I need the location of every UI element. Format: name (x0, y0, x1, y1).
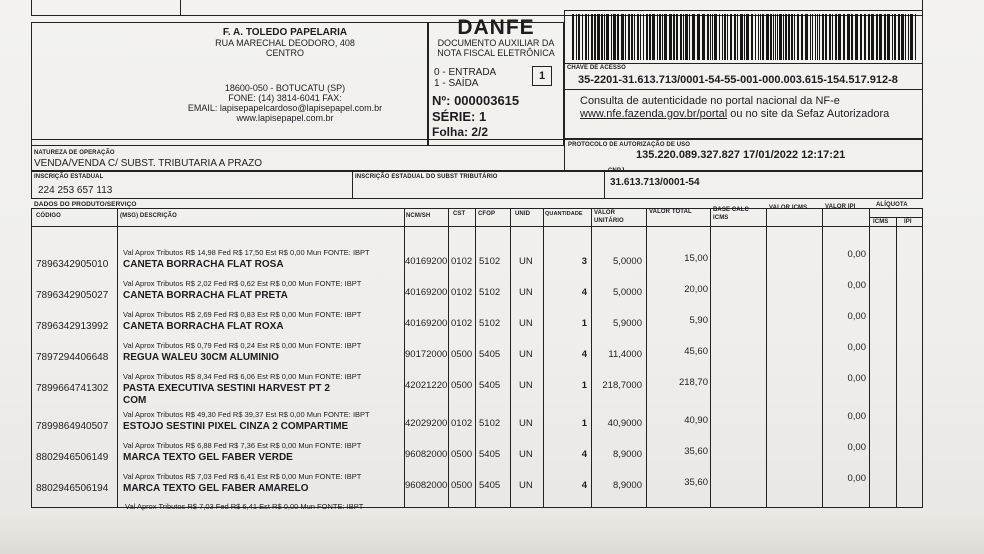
col-divider-ipi-value (822, 208, 823, 508)
danfe-subtitle-1: DOCUMENTO AUXILIAR DA (437, 38, 555, 48)
row-icms-value: 0,00 (847, 342, 866, 353)
barcode-bar (621, 14, 624, 60)
row-unit-value: 218,7000 (602, 380, 642, 391)
barcode-bar (730, 14, 732, 60)
barcode-bar (576, 14, 577, 60)
col-divider-icms-value (766, 208, 767, 508)
barcode-bar (649, 14, 651, 60)
emitter-street: RUA MARECHAL DEODORO, 408 (215, 38, 355, 48)
barcode-bar (832, 14, 833, 60)
barcode-bar (884, 14, 886, 60)
col-divider-rates (869, 208, 870, 508)
row-description: CANETA BORRACHA FLAT PRETA (123, 290, 288, 301)
row-unit: UN (519, 449, 533, 460)
col-divider-cfop (475, 208, 476, 508)
row-unit-value: 8,9000 (612, 449, 642, 460)
row-description: PASTA EXECUTIVA SESTINI HARVEST PT 2 (123, 383, 330, 394)
col-divider-desc (117, 208, 118, 508)
cnpj-label: CNPJ (608, 168, 625, 174)
header-rates: ALÍQUOTA (876, 202, 908, 208)
row-cfop: 5405 (479, 380, 501, 391)
row-icms-value: 0,00 (847, 442, 866, 453)
barcode-bar (915, 14, 916, 60)
row-description-cont: COM (123, 395, 147, 406)
barcode-bar (712, 14, 713, 60)
operation-protocol-divider (564, 139, 565, 171)
access-key: 35-2201-31.613.713/0001-54-55-001-000.003.615-154.517.912-8 (578, 74, 898, 86)
barcode-bar (829, 14, 831, 60)
page-bottom-edge (0, 520, 984, 554)
barcode-bar (572, 14, 574, 60)
barcode-bar (797, 14, 799, 60)
barcode-bar (582, 14, 583, 60)
row-total: 5,90 (689, 315, 708, 326)
barcode-bar (908, 14, 909, 60)
col-divider-qty (543, 208, 544, 508)
danfe-page: Folha: 2/2 (432, 125, 489, 139)
row-cst: 0500 (451, 380, 473, 391)
row-tax-note: Val Aprox Tributos R$ 2,02 Fed R$ 0,62 Est R$ 0,00 Mun FONTE: IBPT (123, 279, 362, 288)
danfe-number: Nº: 000003615 (432, 93, 520, 108)
barcode-bar (887, 14, 890, 60)
barcode-bar (898, 14, 900, 60)
barcode-bar (860, 14, 862, 60)
barcode-bar (702, 14, 705, 60)
barcode-bar (892, 14, 893, 60)
barcode-bar (727, 14, 728, 60)
row-description: MARCA TEXTO GEL FABER AMARELO (123, 483, 309, 494)
barcode-bar (762, 14, 764, 60)
barcode-bar (894, 14, 896, 60)
row-description: REGUA WALEU 30CM ALUMINIO (123, 352, 279, 363)
barcode-bar (657, 14, 658, 60)
barcode-bar (634, 14, 635, 60)
row-icms-value: 0,00 (847, 473, 866, 484)
row-cst: 0500 (451, 480, 473, 491)
protocol-value: 135.220.089.327.827 17/01/2022 12:17:21 (636, 149, 846, 161)
barcode-bar (791, 14, 793, 60)
barcode-bar (734, 14, 736, 60)
row-ncm: 40169200 (405, 256, 448, 267)
barcode-bar (744, 14, 745, 60)
barcode-bar (601, 14, 603, 60)
barcode-bar (876, 14, 878, 60)
row-code: 8802946506194 (36, 483, 109, 494)
header-total: VALOR TOTAL (649, 209, 692, 215)
barcode-bar (746, 14, 749, 60)
row-qty: 1 (581, 380, 587, 391)
row-cfop: 5405 (479, 480, 501, 491)
row-cst: 0500 (451, 349, 473, 360)
barcode-bar (617, 14, 619, 60)
row-unit-value: 8,9000 (612, 480, 642, 491)
barcode-bar (664, 14, 667, 60)
row-code: 8802946506149 (36, 452, 109, 463)
row-qty: 4 (581, 349, 587, 360)
row-qty: 1 (581, 318, 587, 329)
header-rate-icms: ICMS (873, 219, 889, 225)
row-unit: UN (519, 287, 533, 298)
danfe-series: SÉRIE: 1 (432, 109, 487, 124)
emitter-email: EMAIL: lapisepapelcardoso@lapisepapel.com.br (187, 103, 383, 113)
barcode-bar (606, 14, 609, 60)
access-divider-2 (564, 89, 923, 90)
barcode-bar (773, 14, 774, 60)
row-cst: 0102 (451, 418, 473, 429)
header-cfop: CFOP (478, 211, 496, 217)
row-tax-note: Val Aprox Tributos R$ 8,34 Fed R$ 6,06 Est R$ 0,00 Mun FONTE: IBPT (123, 372, 362, 381)
barcode-bar (815, 14, 816, 60)
row-unit-value: 5,9000 (612, 318, 642, 329)
barcode-graphic (572, 14, 916, 60)
barcode-bar (758, 14, 759, 60)
barcode-bar (905, 14, 906, 60)
row-unit: UN (519, 418, 533, 429)
row-ncm: 40169200 (405, 287, 448, 298)
row-ncm: 90172000 (405, 349, 448, 360)
row-tax-note: Val Aprox Tributos R$ 49,30 Fed R$ 39,37 Est R$ 0,00 Mun FONTE: IBPT (123, 410, 370, 419)
barcode-bar (766, 14, 769, 60)
barcode-bar (692, 14, 695, 60)
barcode-bar (835, 14, 837, 60)
barcode-bar (625, 14, 626, 60)
barcode-bar (825, 14, 827, 60)
barcode-bar (628, 14, 630, 60)
row-code: 7899864940507 (36, 421, 109, 432)
registration-divider-1 (352, 171, 353, 199)
barcode-bar (637, 14, 639, 60)
barcode-bar (719, 14, 720, 60)
barcode-bar (847, 14, 850, 60)
barcode-bar (646, 14, 648, 60)
barcode-bar (707, 14, 709, 60)
danfe-entry: 0 - ENTRADA (434, 67, 497, 78)
barcode-bar (817, 14, 818, 60)
row-tax-note: Val Aprox Tributos R$ 0,79 Fed R$ 0,24 Est R$ 0,00 Mun FONTE: IBPT (123, 341, 362, 350)
barcode-bar (597, 14, 600, 60)
header-rate-ipi: IPI (904, 219, 912, 225)
barcode-bar (640, 14, 641, 60)
row-unit: UN (519, 380, 533, 391)
barcode-bar (722, 14, 723, 60)
barcode-bar (594, 14, 596, 60)
ie-value: 224 253 657 113 (38, 185, 113, 196)
row-cfop: 5102 (479, 318, 501, 329)
row-cfop: 5102 (479, 256, 501, 267)
header-icms-base: BASE CALC ICMS (713, 207, 749, 221)
barcode-bar (683, 14, 684, 60)
row-qty: 4 (581, 287, 587, 298)
danfe-entry-exit (434, 67, 496, 89)
row-unit: UN (519, 480, 533, 491)
header-ncm: NCM/SH (406, 213, 431, 219)
barcode-bar (689, 14, 690, 60)
row-qty: 1 (581, 418, 587, 429)
row-qty: 4 (581, 480, 587, 491)
barcode-bar (805, 14, 808, 60)
row-description: ESTOJO SESTINI PIXEL CINZA 2 COMPARTIME (123, 421, 349, 432)
row-ncm: 96082000 (405, 449, 448, 460)
col-divider-unit (510, 208, 511, 508)
consult-text (580, 95, 889, 121)
header-qty: QUANTIDADE (545, 211, 583, 217)
cnpj-value: 31.613.713/0001-54 (610, 177, 700, 188)
row-total: 20,00 (684, 284, 708, 295)
header-desc: (MSG) DESCRIÇÃO (120, 213, 177, 219)
barcode-bar (775, 14, 776, 60)
barcode-bar (810, 14, 811, 60)
row-unit-value: 11,4000 (608, 349, 642, 360)
access-label: CHAVE DE ACESSO (567, 65, 626, 71)
row-tax-note: Val Aprox Tributos R$ 7,03 Fed R$ 6,41 Est R$ 0,00 Mun FONTE: IBPT (123, 472, 362, 481)
barcode-bar (822, 14, 824, 60)
products-section-label: DADOS DO PRODUTO/SERVIÇO (34, 201, 137, 208)
row-cst: 0102 (451, 287, 473, 298)
barcode-bar (613, 14, 616, 60)
barcode-bar (819, 14, 820, 60)
row-description: MARCA TEXTO GEL FABER VERDE (123, 452, 293, 463)
consult-suffix: ou no site da Sefaz Autorizadora (727, 108, 890, 120)
barcode-bar (676, 14, 678, 60)
barcode-bar (901, 14, 904, 60)
emitter-info (150, 27, 420, 58)
barcode-bar (737, 14, 738, 60)
row-ncm: 42021220 (405, 380, 448, 391)
header-cst: CST (453, 211, 466, 217)
row-cfop: 5405 (479, 349, 501, 360)
row-unit-value: 5,0000 (612, 287, 642, 298)
row-description: CANETA BORRACHA FLAT ROSA (123, 259, 284, 270)
row-code: 7896342905027 (36, 290, 109, 301)
row-total: 35,60 (684, 477, 708, 488)
row-code: 7897294406648 (36, 352, 109, 363)
row-total: 15,00 (684, 253, 708, 264)
rates-subheader-line (869, 217, 923, 218)
barcode-bar (662, 14, 663, 60)
consult-line-2 (580, 108, 889, 121)
barcode-bar (680, 14, 682, 60)
col-divider-total (646, 208, 647, 508)
row-tax-note: Val Aprox Tributos R$ 2,69 Fed R$ 0,83 Est R$ 0,00 Mun FONTE: IBPT (123, 310, 362, 319)
col-divider-cst (448, 208, 449, 508)
row-cst: 0102 (451, 318, 473, 329)
barcode-bar (740, 14, 743, 60)
row-cfop: 5405 (479, 449, 501, 460)
barcode-bar (673, 14, 675, 60)
access-divider-1 (564, 63, 923, 64)
emitter-district: CENTRO (266, 48, 304, 58)
barcode-bar (785, 14, 787, 60)
barcode-bar (851, 14, 853, 60)
protocol-label: PROTOCOLO DE AUTORIZAÇÃO DE USO (568, 142, 690, 148)
barcode-bar (855, 14, 858, 60)
row-unit: UN (519, 256, 533, 267)
products-header-bottom (31, 226, 923, 227)
row-tax-note: Val Aprox Tributos R$ 14,98 Fed R$ 17,50 Est R$ 0,00 Mun FONTE: IBPT (123, 248, 370, 257)
row-unit: UN (519, 318, 533, 329)
barcode-bar (794, 14, 795, 60)
row-total: 45,60 (684, 346, 708, 357)
emitter-site: www.lapisepapel.com.br (236, 113, 334, 123)
row-description: CANETA BORRACHA FLAT ROXA (123, 321, 284, 332)
barcode-bar (788, 14, 790, 60)
barcode-bar (669, 14, 672, 60)
row-ncm: 42029200 (405, 418, 448, 429)
col-divider-rate-ipi (896, 217, 897, 508)
barcode-bar (783, 14, 784, 60)
row-ncm: 96082000 (405, 480, 448, 491)
barcode-bar (652, 14, 655, 60)
consult-link[interactable]: www.nfe.fazenda.gov.br/portal (580, 108, 728, 120)
row-icms-value: 0,00 (847, 311, 866, 322)
operation-label: NATUREZA DE OPERAÇÃO (34, 150, 115, 156)
col-divider-unit-value (591, 208, 592, 508)
row-icms-value: 0,00 (847, 280, 866, 291)
top-remnant-divider (180, 0, 181, 16)
row-icms-value: 0,00 (847, 249, 866, 260)
barcode-bar (697, 14, 700, 60)
operation-value: VENDA/VENDA C/ SUBST. TRIBUTARIA A PRAZO (34, 158, 263, 169)
row-qty: 4 (581, 449, 587, 460)
row-code: 7899664741302 (36, 383, 109, 394)
header-code: CÓDIGO (36, 213, 61, 219)
header-unit: UNID (515, 211, 531, 217)
barcode (572, 14, 916, 60)
row-icms-value: 0,00 (847, 373, 866, 384)
row-total: 218,70 (678, 377, 708, 388)
last-tax-note: Val Aprox Tributos R$ 7,03 Fed R$ 6,41 Est R$ 0,00 Mun FONTE: IBPT (125, 502, 364, 511)
barcode-bar (755, 14, 756, 60)
row-code: 7896342913992 (36, 321, 109, 332)
danfe-exit: 1 - SAÍDA (434, 78, 479, 89)
emitter-phone: FONE: (14) 3814-6041 FAX: (228, 93, 342, 103)
barcode-bar (714, 14, 717, 60)
barcode-bar (843, 14, 845, 60)
danfe-number-area (432, 93, 519, 139)
row-cfop: 5102 (479, 287, 501, 298)
consult-line-1: Consulta de autenticidade no portal nacional da NF-e (580, 95, 840, 107)
registration-divider-2 (604, 171, 605, 199)
row-cfop: 5102 (479, 418, 501, 429)
barcode-bar (779, 14, 782, 60)
row-total: 40,90 (684, 415, 708, 426)
barcode-bar (751, 14, 753, 60)
barcode-bar (838, 14, 841, 60)
barcode-bar (868, 14, 870, 60)
barcode-bar (659, 14, 661, 60)
barcode-bar (710, 14, 711, 60)
barcode-bar (871, 14, 874, 60)
row-cst: 0500 (451, 449, 473, 460)
barcode-bar (864, 14, 866, 60)
emitter-cep-city: 18600-050 - BOTUCATU (SP) (224, 83, 346, 93)
row-icms-value: 0,00 (847, 411, 866, 422)
header-ipi-value: VALOR IPI (825, 204, 856, 210)
barcode-bar (578, 14, 580, 60)
barcode-bar (631, 14, 633, 60)
ie-label: INSCRIÇÃO ESTADUAL (34, 174, 104, 180)
header-icms-value: VALOR ICMS (769, 205, 808, 211)
danfe-type-box: 1 (532, 66, 552, 86)
emitter-name: F. A. TOLEDO PAPELARIA (222, 27, 348, 38)
barcode-bar (770, 14, 772, 60)
barcode-bar (591, 14, 593, 60)
row-cst: 0102 (451, 256, 473, 267)
row-code: 7896342905010 (36, 259, 109, 270)
barcode-bar (879, 14, 882, 60)
ie-st-label: INSCRIÇÃO ESTADUAL DO SUBST TRIBUTÁRIO (355, 174, 498, 180)
barcode-bar (685, 14, 688, 60)
row-ncm: 40169200 (405, 318, 448, 329)
danfe-subtitle-2: NOTA FISCAL ELETRÔNICA (437, 48, 555, 58)
barcode-bar (801, 14, 803, 60)
danfe-title-area (430, 16, 562, 58)
barcode-bar (812, 14, 813, 60)
barcode-bar (643, 14, 644, 60)
row-qty: 3 (581, 256, 587, 267)
barcode-bar (724, 14, 726, 60)
barcode-bar (910, 14, 913, 60)
barcode-bar (777, 14, 778, 60)
row-tax-note: Val Aprox Tributos R$ 6,88 Fed R$ 7,36 Est R$ 0,00 Mun FONTE: IBPT (123, 441, 362, 450)
col-divider-icms-base (710, 208, 711, 508)
row-unit: UN (519, 349, 533, 360)
row-unit-value: 40,9000 (607, 418, 642, 429)
row-unit-value: 5,0000 (612, 256, 642, 267)
header-unit-value: VALOR UNITÁRIO (594, 210, 624, 224)
barcode-bar (585, 14, 587, 60)
barcode-bar (588, 14, 589, 60)
barcode-bar (611, 14, 612, 60)
barcode-bar (604, 14, 605, 60)
row-total: 35,60 (684, 446, 708, 457)
emitter-contact (140, 83, 430, 123)
danfe-title: DANFE (457, 16, 535, 39)
barcode-bar (760, 14, 761, 60)
